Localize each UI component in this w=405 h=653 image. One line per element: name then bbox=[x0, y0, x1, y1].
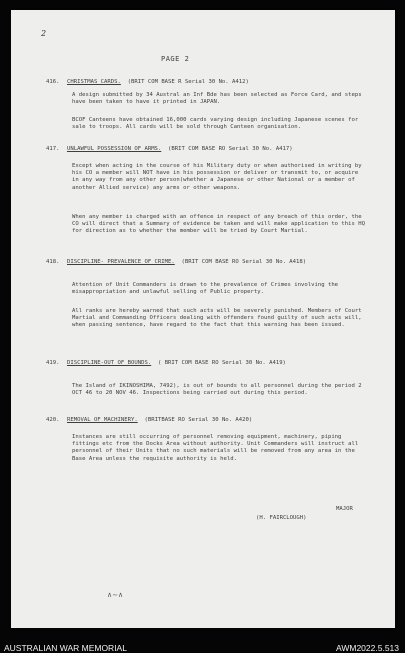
handwritten-page-mark: 2 bbox=[41, 29, 47, 38]
item-paragraph: Instances are still occurring of personnel removing equipment, machinery, piping fittings etc from the Docks Area without authority. Unit Commanders will instruct all personnel of their Units that no such materials will be removed from any area in the Base Area unless the requisite authority is held. bbox=[72, 434, 359, 462]
item-reference: (BRIT COM BASE RO Serial 30 No. A417) bbox=[168, 146, 293, 152]
item-heading bbox=[67, 417, 367, 424]
item-paragraph: Attention of Unit Commanders is drawn to the prevalence of Crimes involving the misappropriation and unlawful selling of Public property. bbox=[72, 282, 339, 296]
item-number: 419. bbox=[46, 360, 60, 366]
signature-rank: MAJOR bbox=[336, 506, 353, 512]
item-reference: (BRITBASE RO Serial 30 No. A420) bbox=[144, 417, 253, 423]
item-title: DISCIPLINE- PREVALENCE OF CRIME. bbox=[67, 259, 175, 265]
item-title: DISCIPLINE-OUT OF BOUNDS. bbox=[67, 360, 152, 366]
item-title: REMOVAL OF MACHINERY. bbox=[67, 417, 138, 423]
item-title: UNLAWFUL POSSESSION OF ARMS. bbox=[67, 146, 162, 152]
item-heading bbox=[67, 79, 367, 86]
item-title: CHRISTMAS CARDS. bbox=[67, 79, 121, 85]
item-heading bbox=[67, 146, 367, 153]
item-heading bbox=[67, 259, 367, 266]
item-paragraph: All ranks are hereby warned that such acts will be severely punished. Members of Court Martial and Commanding Officers dealing with offenders found guilty of such acts will, when passing sentence, have regard to the fact that this warning has been issued. bbox=[72, 308, 362, 329]
item-reference: ( BRIT COM BASE RO Serial 30 No. A419) bbox=[157, 360, 286, 366]
item-number: 420. bbox=[46, 417, 60, 423]
footer-accession-number: AWM2022.5.513 bbox=[336, 643, 399, 653]
handwritten-initials: ∧∼∧ bbox=[107, 591, 124, 599]
item-paragraph: A design submitted by 34 Austral an Inf Bde has been selected as Force Card, and steps have been taken to have it printed in JAPAN. bbox=[72, 92, 362, 106]
signature-name: (H. FAIRCLOUGH) bbox=[256, 515, 307, 521]
item-number: 416. bbox=[46, 79, 60, 85]
page-number: PAGE 2 bbox=[161, 55, 190, 63]
footer-institution: AUSTRALIAN WAR MEMORIAL bbox=[4, 643, 127, 653]
item-paragraph: The Island of IKINOSHIMA, 7492), is out of bounds to all personnel during the period 2 OCT 46 to 20 NOV 46. Inspections being carried out during this period. bbox=[72, 383, 362, 397]
item-heading bbox=[67, 360, 367, 367]
item-paragraph: Except when acting in the course of his Military duty or when authorised in writing by his CO a member will NOT have in his possession or deliver or transmit to, or acquire in any way from any other person(whether a Japanese or other National or a member of another Allied service) any arms or other weapons. bbox=[72, 163, 362, 191]
item-number: 418. bbox=[46, 259, 60, 265]
item-reference: (BRIT COM BASE RO Serial 30 No. A418) bbox=[181, 259, 307, 265]
item-paragraph: BCOF Canteens have obtained 16,000 cards varying design including Japanese scenes for sale to troops. All cards will be sold through Canteen organisation. bbox=[72, 117, 359, 131]
document-page bbox=[11, 10, 395, 628]
item-number: 417. bbox=[46, 146, 60, 152]
item-paragraph: When any member is charged with an offence in respect of any breach of this order, the CO will direct that a Summary of evidence be taken and will make application to this HQ for direction as to whether the member will be tried by Court Martial. bbox=[72, 214, 365, 235]
item-reference: (BRIT COM BASE R Serial 30 No. A412) bbox=[127, 79, 249, 85]
